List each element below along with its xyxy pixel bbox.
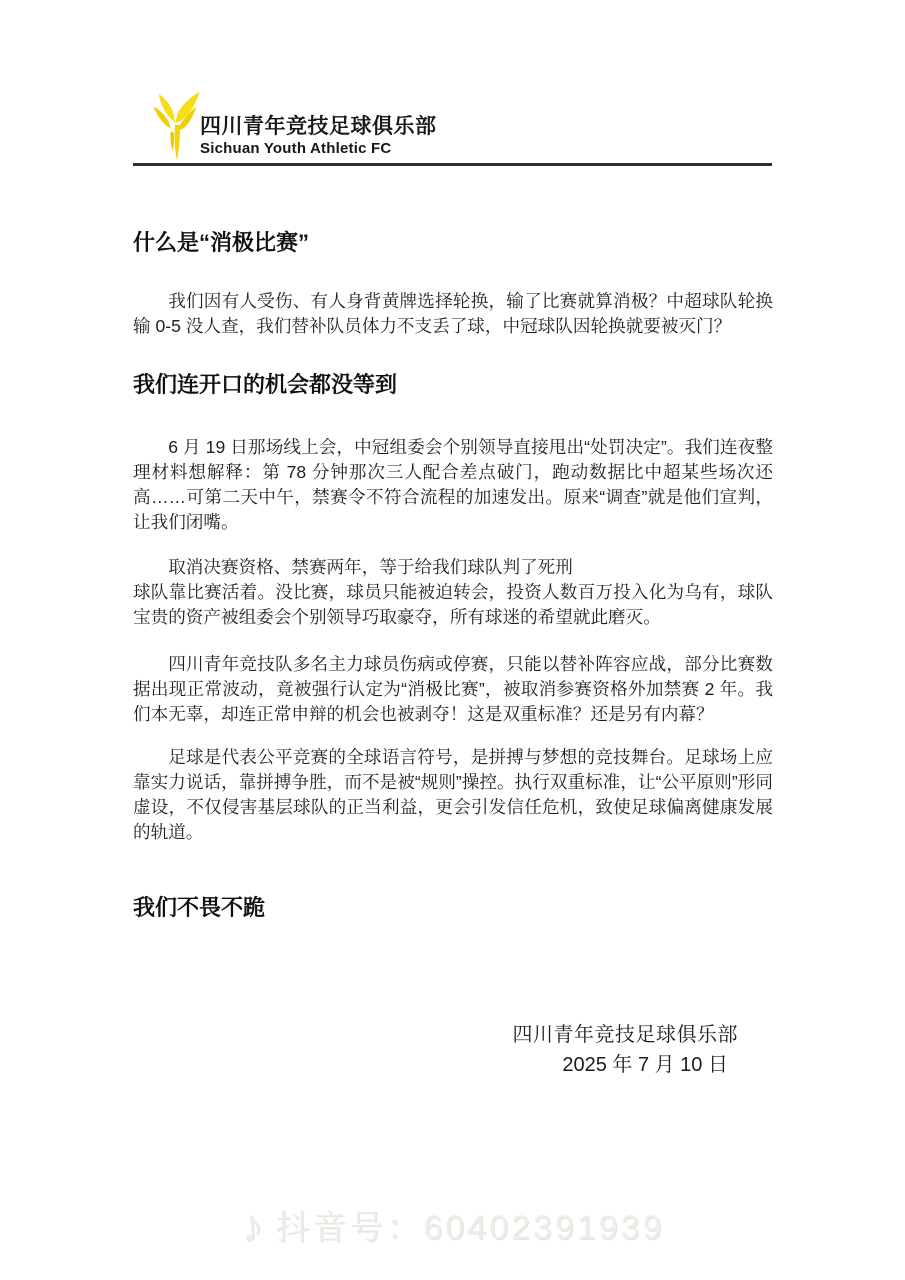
club-name-zh: 四川青年竞技足球俱乐部 xyxy=(200,115,437,138)
club-header xyxy=(152,92,437,164)
signature-date: 2025 年 7 月 10 日 xyxy=(562,1054,728,1076)
club-name-block xyxy=(200,92,437,156)
douyin-watermark xyxy=(0,1197,905,1252)
heading-no-chance-to-speak: 我们连开口的机会都没等到 xyxy=(133,372,398,397)
paragraph-death-sentence xyxy=(133,555,773,630)
paragraph-online-meeting: 6 月 19 日那场线上会，中冠组委会个别领导直接甩出“处罚决定”。我们连夜整理材料想解释：第 78 分钟那次三人配合差点破门，跑动数据比中超某些场次还高……可第二天中午，禁赛令不符合流程的加速发出。原来“调查”就是他们宣判，让我们闭嘴。 xyxy=(133,437,773,532)
paragraph-death-sentence-line1: 取消决赛资格、禁赛两年，等于给我们球队判了死刑 xyxy=(168,557,573,577)
statement-body xyxy=(133,218,773,921)
signature-block xyxy=(133,1022,773,1078)
douyin-note-icon: ♪ xyxy=(237,1197,267,1252)
club-name-en: Sichuan Youth Athletic FC xyxy=(200,140,392,157)
paragraph-fair-play: 足球是代表公平竞赛的全球语言符号，是拼搏与梦想的竞技舞台。足球场上应靠实力说话，靠拼搏争胜，而不是被“规则”操控。执行双重标准，让“公平原则”形同虚设，不仅侵害基层球队的正当利益，更会引发信任危机，致使足球偏离健康发展的轨道。 xyxy=(133,747,773,842)
paragraph-rotation-defense: 我们因有人受伤、有人身背黄牌选择轮换，输了比赛就算消极？中超球队轮换输 0-5 没人查，我们替补队员体力不支丢了球，中冠球队因轮换就要被灭门？ xyxy=(133,291,773,336)
heading-what-is-negative-match: 什么是“消极比赛” xyxy=(133,230,310,255)
heading-we-will-not-kneel: 我们不畏不跪 xyxy=(133,895,266,920)
paragraph-death-sentence-rest: 球队靠比赛活着。没比赛，球员只能被迫转会，投资人数百万投入化为乌有，球队宝贵的资产被组委会个别领导巧取豪夺，所有球迷的希望就此磨灭。 xyxy=(133,582,773,627)
club-logo-icon xyxy=(152,92,202,164)
paragraph-injured-squad: 四川青年竞技队多名主力球员伤病或停赛，只能以替补阵容应战，部分比赛数据出现正常波动，竟被强行认定为“消极比赛”，被取消参赛资格外加禁赛 2 年。我们本无辜，却连正常申辩的机会也被剥夺！这是双重标准？还是另有内幕？ xyxy=(133,654,773,724)
douyin-watermark-text: 抖音号：60402391939 xyxy=(275,1209,665,1247)
header-divider xyxy=(133,163,772,166)
signature-name: 四川青年竞技足球俱乐部 xyxy=(512,1024,738,1046)
